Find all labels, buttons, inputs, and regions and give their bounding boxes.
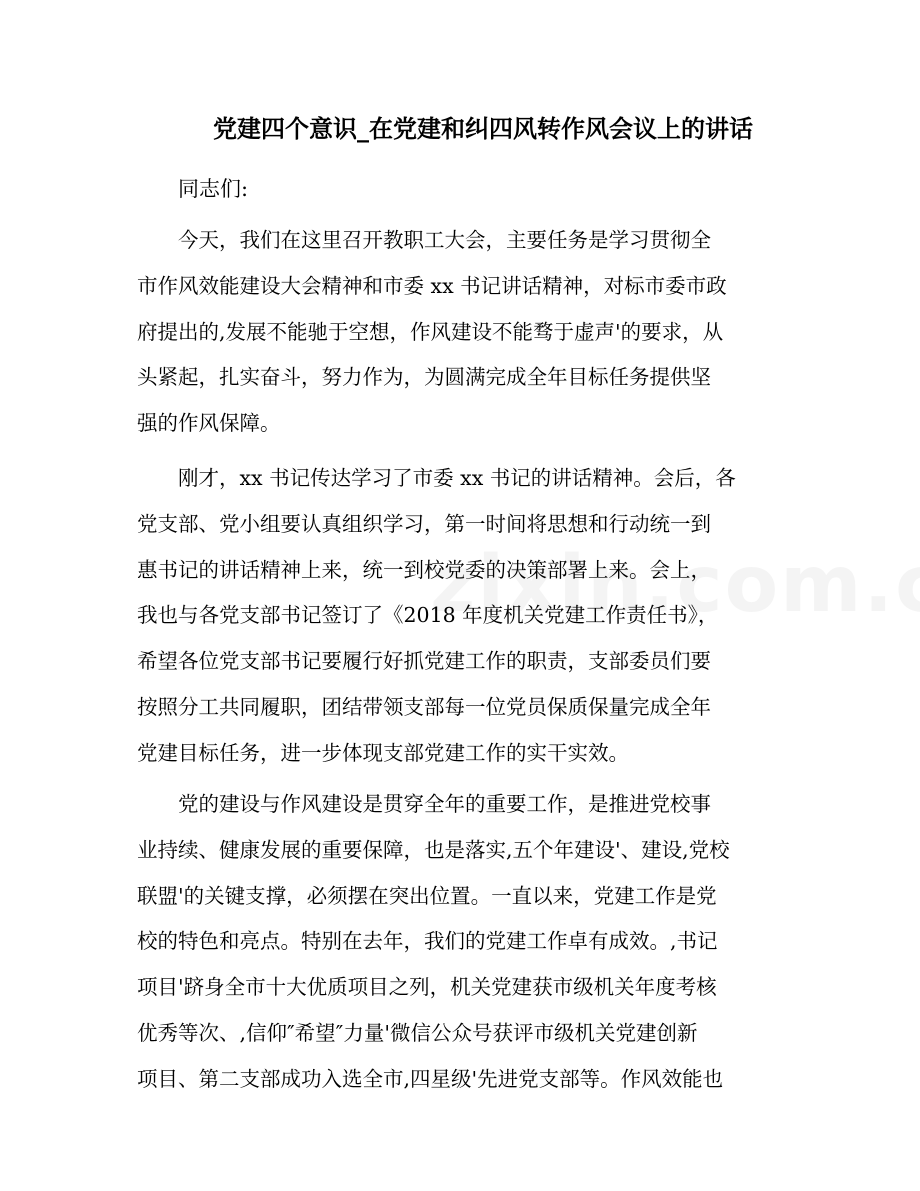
paragraph-line: 希望各位党支部书记要履行好抓党建工作的职责，支部委员们要: [137, 649, 711, 674]
paragraph-line: 项目'跻身全市十大优质项目之列，机关党建获市级机关年度考核: [137, 975, 717, 1000]
paragraph-line: 府提出的,发展不能驰于空想，作风建设不能骛于虚声'的要求，从: [137, 319, 724, 344]
paragraph-line: 校的特色和亮点。特别在去年，我们的党建工作卓有成效。,书记: [137, 929, 718, 954]
paragraph-line: 优秀等次、,信仰″希望″力量'微信公众号获评市级机关党建创新: [137, 1020, 698, 1045]
paragraph-1: [137, 218, 787, 447]
paragraph-line: 我也与各党支部书记签订了《2018 年度机关党建工作责任书》，: [137, 603, 719, 628]
paragraph-line: 按照分工共同履职，团结带领支部每一位党员保质保量完成全年: [137, 694, 711, 719]
paragraph-line: 党的建设与作风建设是贯穿全年的重要工作，是推进党校事: [178, 792, 711, 816]
paragraph-line: 联盟'的关键支撑，必须摆在突出位置。一直以来，党建工作是党: [137, 883, 717, 908]
paragraph-line: 业持续、健康发展的重要保障，也是落实,五个年建设'、建设,党校: [137, 837, 730, 862]
salutation: 同志们:: [178, 177, 249, 201]
paragraph-line: 惠书记的讲话精神上来，统一到校党委的决策部署上来。会上，: [137, 557, 711, 582]
paragraph-line: 项目、第二支部成功入选全市,四星级'先进党支部等。作风效能也: [137, 1066, 724, 1091]
paragraph-line: 今天，我们在这里召开教职工大会，主要任务是学习贯彻全: [178, 228, 711, 252]
paragraph-line: 市作风效能建设大会精神和市委 xx 书记讲话精神，对标市委市政: [137, 273, 727, 298]
paragraph-line: 党支部、党小组要认真组织学习，第一时间将思想和行动统一到: [137, 511, 711, 536]
paragraph-line: 党建目标任务，进一步体现支部党建工作的实干实效。: [137, 740, 629, 765]
paragraph-line: 强的作风保障。: [137, 411, 281, 436]
paragraph-3: [137, 782, 787, 1103]
paragraph-2: [137, 456, 787, 777]
paragraph-line: 刚才，xx 书记传达学习了市委 xx 书记的讲话精神。会后，各: [178, 466, 736, 490]
paragraph-line: 头紧起，扎实奋斗，努力作为，为圆满完成全年目标任务提供坚: [137, 365, 711, 390]
document-title: 党建四个意识_在党建和纠四风转作风会议上的讲话: [213, 114, 753, 143]
